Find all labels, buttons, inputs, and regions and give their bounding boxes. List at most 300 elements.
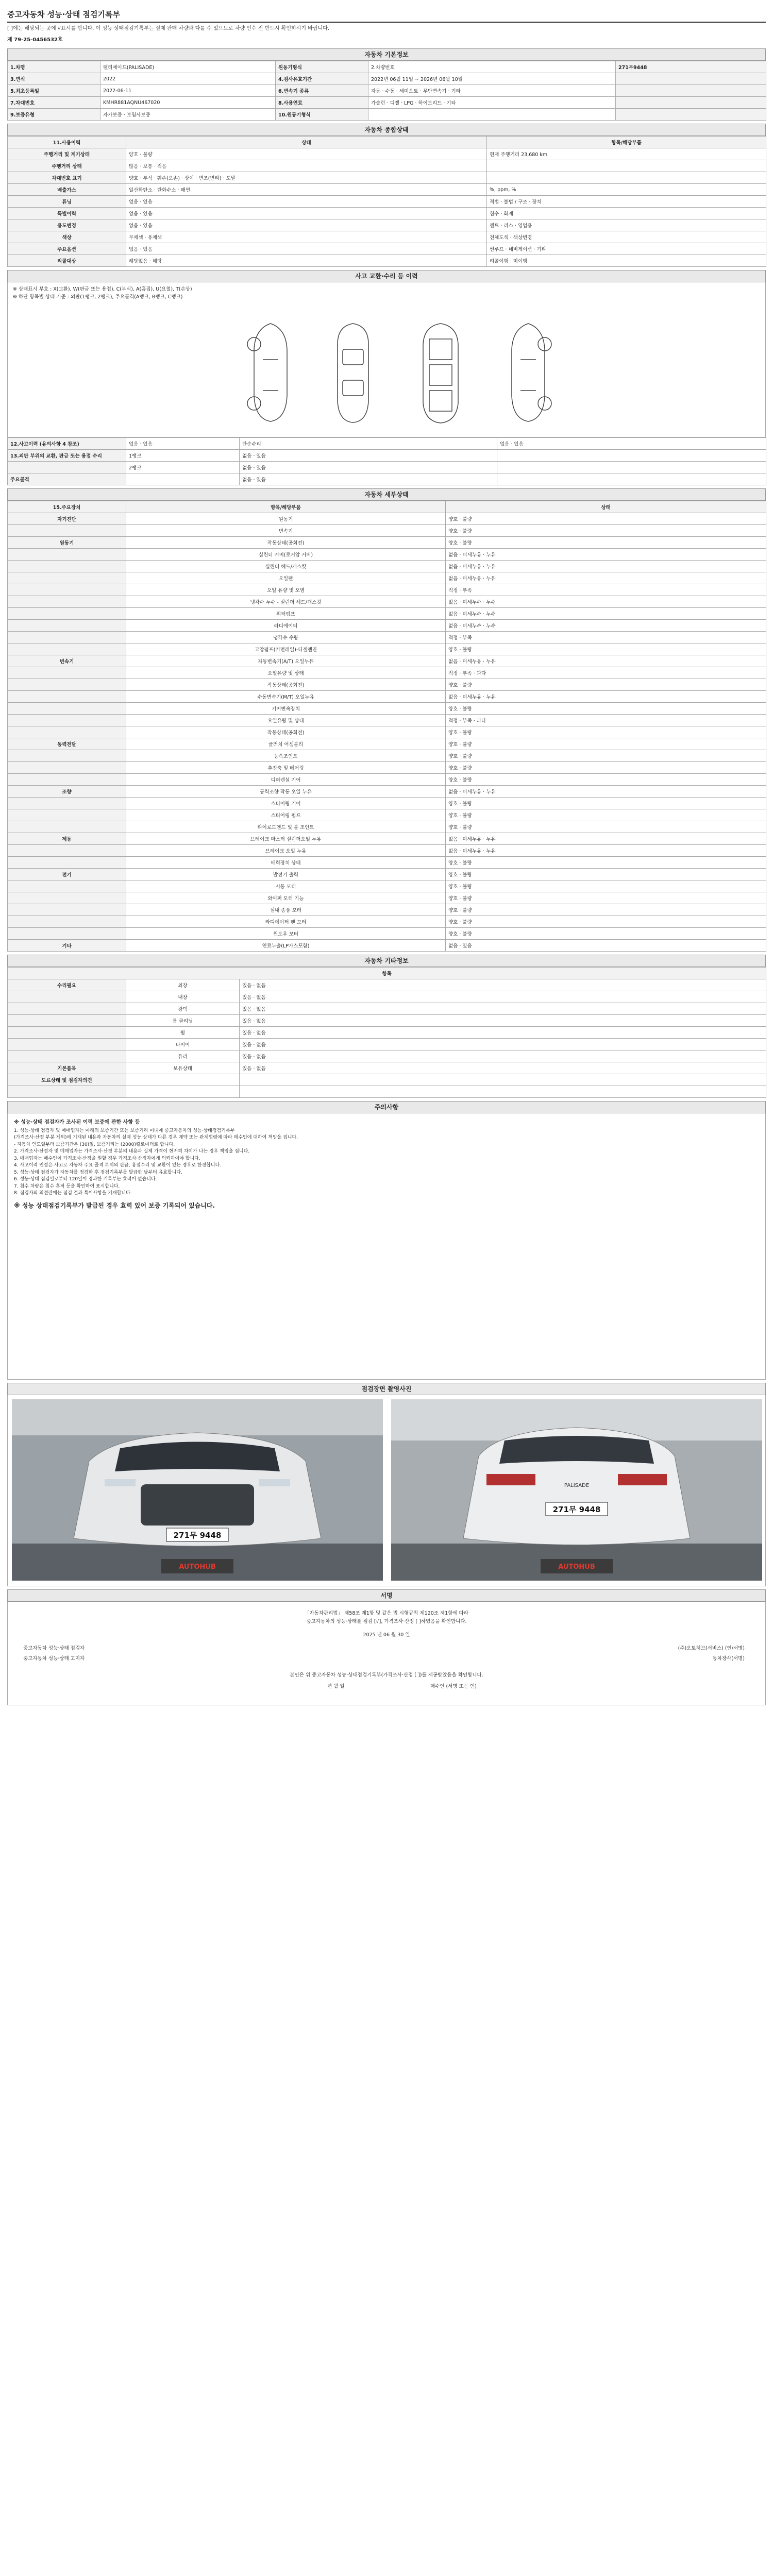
section-sign-title: 서명 bbox=[7, 1589, 766, 1602]
detail-cell: 타이로드엔드 및 볼 조인트 bbox=[126, 821, 446, 833]
detail-cell: 브레이크 마스터 실린더오일 누유 bbox=[126, 833, 446, 845]
detail-cell bbox=[8, 904, 126, 916]
overall-cell: 색상 bbox=[8, 231, 126, 243]
detail-cell: 라디에이터 팬 모터 bbox=[126, 916, 446, 928]
extra-header: 항목 bbox=[8, 968, 766, 979]
extra-cell bbox=[240, 1074, 766, 1086]
detail-cell: 라디에이터 bbox=[126, 620, 446, 632]
detail-row bbox=[8, 643, 766, 655]
accident-cell bbox=[497, 462, 766, 473]
overall-row bbox=[8, 196, 766, 208]
basic-row bbox=[8, 73, 766, 85]
detail-row bbox=[8, 726, 766, 738]
basic-row bbox=[8, 109, 766, 121]
extra-cell: 타이어 bbox=[126, 1039, 240, 1050]
overall-cell: 주행거리 상태 bbox=[8, 160, 126, 172]
detail-row bbox=[8, 774, 766, 786]
detail-row bbox=[8, 596, 766, 608]
basic-cell: 자가보증 · 보험사보증 bbox=[100, 109, 276, 121]
notice-text: [ ]에는 해당되는 곳에 √표시를 합니다. 이 성능·상태점검기록부는 실제 판매 차량과 다를 수 있으므로 차량 인수 전 반드시 확인하시기 바랍니다. bbox=[7, 26, 330, 31]
detail-cell: 스티어링 펌프 bbox=[126, 809, 446, 821]
extra-cell: 있음 · 없음 bbox=[240, 979, 766, 991]
extra-cell: 있음 · 없음 bbox=[240, 1050, 766, 1062]
basic-cell: 3.연식 bbox=[8, 73, 100, 85]
detail-cell: 기타 bbox=[8, 940, 126, 952]
section-detail-title: 자동차 세부상태 bbox=[7, 488, 766, 501]
detail-cell: 동력조향 작동 오일 누유 bbox=[126, 786, 446, 798]
overall-row bbox=[8, 208, 766, 219]
detail-cell bbox=[8, 798, 126, 809]
accident-cell: 주요골격 bbox=[8, 473, 126, 485]
detail-cell bbox=[8, 726, 126, 738]
damage-diagram bbox=[7, 282, 766, 437]
detail-cell: 없음 · 미세누유 · 누유 bbox=[446, 549, 766, 561]
detail-cell bbox=[8, 596, 126, 608]
basic-cell: 6.변속기 종류 bbox=[276, 85, 368, 97]
basic-cell: 자동 · 수동 · 세미오토 · 무단변속기 · 기타 bbox=[368, 85, 616, 97]
detail-cell bbox=[8, 715, 126, 726]
detail-row bbox=[8, 620, 766, 632]
inspection-document bbox=[7, 7, 766, 1705]
accident-cell: 1랭크 bbox=[126, 450, 240, 462]
extra-row bbox=[8, 1074, 766, 1086]
detail-cell: 클러치 어셈블리 bbox=[126, 738, 446, 750]
section-extra-title: 자동차 기타정보 bbox=[7, 955, 766, 967]
detail-row bbox=[8, 809, 766, 821]
extra-cell bbox=[8, 1086, 126, 1098]
detail-row bbox=[8, 880, 766, 892]
detail-cell: 오일 유량 및 오염 bbox=[126, 584, 446, 596]
detail-cell: 양호 · 불량 bbox=[446, 537, 766, 549]
basic-cell: 10.원동기형식 bbox=[276, 109, 368, 121]
notifier-name: 동차장사(서명) bbox=[712, 1656, 745, 1662]
detail-row bbox=[8, 513, 766, 525]
detail-cell: 양호 · 불량 bbox=[446, 762, 766, 774]
overall-row bbox=[8, 219, 766, 231]
accident-cell bbox=[497, 473, 766, 485]
detail-cell: 원동기 bbox=[8, 537, 126, 549]
detail-cell: 양호 · 불량 bbox=[446, 738, 766, 750]
detail-cell: 실린더 헤드/개스킷 bbox=[126, 561, 446, 572]
rear-photo bbox=[391, 1399, 762, 1581]
overall-cell: 주행거리 및 계기상태 bbox=[8, 148, 126, 160]
detail-cell: 없음 · 미세누유 · 누유 bbox=[446, 655, 766, 667]
overall-cell: 침수 · 화재 bbox=[487, 208, 766, 219]
detail-cell: 와이퍼 모터 기능 bbox=[126, 892, 446, 904]
detail-cell: 적정 · 부족 · 과다 bbox=[446, 715, 766, 726]
notes-line: 4. 사고이력 인정은 사고로 자동차 주요 골격 부위의 판금, 용접수리 및 교환이 있는 경우로 한정합니다. bbox=[14, 1163, 222, 1168]
detail-row bbox=[8, 525, 766, 537]
detail-cell bbox=[8, 750, 126, 762]
overall-cell: 해당없음 · 해당 bbox=[126, 255, 487, 267]
extra-cell: 광택 bbox=[126, 1003, 240, 1015]
overall-row bbox=[8, 243, 766, 255]
detail-cell bbox=[8, 691, 126, 703]
extra-row bbox=[8, 1003, 766, 1015]
detail-row bbox=[8, 584, 766, 596]
extra-cell: 휠 bbox=[126, 1027, 240, 1039]
extra-cell: 있음 · 없음 bbox=[240, 1027, 766, 1039]
overall-cell bbox=[487, 172, 766, 184]
detail-cell bbox=[8, 845, 126, 857]
sign-line-2: 중고자동차의 성능·상태를 점검 [√], 가격조사·산정 [ ]하였음을 확인합니다. bbox=[306, 1619, 467, 1624]
overall-cell: %, ppm, % bbox=[487, 184, 766, 196]
detail-cell: 양호 · 불량 bbox=[446, 703, 766, 715]
overall-cell: 썬루프 · 네비게이션 · 기타 bbox=[487, 243, 766, 255]
overall-row bbox=[8, 184, 766, 196]
detail-cell: 조향 bbox=[8, 786, 126, 798]
overall-cell bbox=[487, 160, 766, 172]
detail-cell: 적정 · 부족 bbox=[446, 632, 766, 643]
detail-cell: 배력장치 상태 bbox=[126, 857, 446, 869]
detail-cell bbox=[8, 525, 126, 537]
accident-cell: 없음 · 있음 bbox=[497, 438, 766, 450]
detail-cell: 양호 · 불량 bbox=[446, 809, 766, 821]
overall-cell: 차대번호 표기 bbox=[8, 172, 126, 184]
detail-cell bbox=[8, 561, 126, 572]
basic-row bbox=[8, 97, 766, 109]
detail-cell: 변속기 bbox=[126, 525, 446, 537]
notes-final: ※ 성능 상태점검기록부가 발급된 경우 효력 있어 보증 기록되어 있습니다. bbox=[14, 1201, 215, 1209]
detail-cell: 윈도우 모터 bbox=[126, 928, 446, 940]
detail-row bbox=[8, 928, 766, 940]
section-basic-title: 자동차 기본정보 bbox=[7, 48, 766, 61]
detail-cell: 오일유량 및 상태 bbox=[126, 667, 446, 679]
receipt-text: 본인은 위 중고자동차 성능·상태점검기록부(가격조사·산정 [ ])를 제공받았음을 확인합니다. bbox=[290, 1672, 483, 1678]
accident-row bbox=[8, 450, 766, 462]
overall-col-2: 상태 bbox=[126, 137, 487, 148]
notes-line: 3. 매매업자는 매수인이 가격조사·산정을 원할 경우 가격조사·산정자에게 의뢰하여야 합니다. bbox=[14, 1156, 200, 1161]
extra-row bbox=[8, 1062, 766, 1074]
section-overall-title: 자동차 종합상태 bbox=[7, 124, 766, 136]
overall-cell: 양호 · 불량 bbox=[126, 148, 487, 160]
detail-cell: 전기 bbox=[8, 869, 126, 880]
detail-cell bbox=[8, 774, 126, 786]
detail-cell: 발전기 출력 bbox=[126, 869, 446, 880]
overall-cell: 없음 · 있음 bbox=[126, 243, 487, 255]
detail-row bbox=[8, 655, 766, 667]
accident-table bbox=[7, 437, 766, 485]
extra-cell bbox=[8, 991, 126, 1003]
overall-cell: 리콜대상 bbox=[8, 255, 126, 267]
detail-col-2: 항목/해당부품 bbox=[126, 501, 446, 513]
detail-cell: 없음 · 미세누유 · 누유 bbox=[446, 572, 766, 584]
basic-cell: 8.사용연료 bbox=[276, 97, 368, 109]
extra-cell: 있음 · 없음 bbox=[240, 991, 766, 1003]
notes-line: - 자동차 인도일부터 보증기간은 (30)일, 보증거리는 (2000)킬로미터로 합니다. bbox=[14, 1142, 175, 1147]
overall-cell: 튜닝 bbox=[8, 196, 126, 208]
receipt-date: 년 월 일 bbox=[327, 1684, 345, 1689]
car-outline-diagram bbox=[234, 318, 564, 427]
detail-row bbox=[8, 845, 766, 857]
detail-cell: 없음 · 미세누수 · 누수 bbox=[446, 620, 766, 632]
extra-cell: 있음 · 없음 bbox=[240, 1062, 766, 1074]
notes-line: 1. 성능·상태 점검자 및 매매업자는 아래의 보증기간 또는 보증거리 이내에 중고자동차의 성능·상태점검기록부 bbox=[14, 1128, 235, 1133]
basic-cell: 팰리세이드(PALISADE) bbox=[100, 61, 276, 73]
overall-col-3: 항목/해당부품 bbox=[487, 137, 766, 148]
inspector-name: (주)오토허브(서비스) (인/서명) bbox=[678, 1646, 745, 1651]
detail-col-3: 상태 bbox=[446, 501, 766, 513]
document-number: 제 79-25-0456532호 bbox=[7, 37, 63, 43]
detail-cell: 스티어링 기어 bbox=[126, 798, 446, 809]
overall-cell: 용도변경 bbox=[8, 219, 126, 231]
extra-table bbox=[7, 967, 766, 1098]
detail-row bbox=[8, 572, 766, 584]
overall-col-1: 11.사용이력 bbox=[8, 137, 126, 148]
detail-row bbox=[8, 667, 766, 679]
basic-cell: 1.차명 bbox=[8, 61, 100, 73]
extra-cell: 내장 bbox=[126, 991, 240, 1003]
detail-cell: 고압펌프(커먼레일)-디젤엔진 bbox=[126, 643, 446, 655]
basic-row bbox=[8, 85, 766, 97]
legend-line-2: ※ 하단 항목별 상태 기준 : 외판(1랭크, 2랭크), 주요골격(A랭크, B랭크, C랭크) bbox=[13, 294, 183, 300]
detail-cell bbox=[8, 821, 126, 833]
basic-cell: KMHR881AQNU467020 bbox=[100, 97, 276, 109]
sign-date: 2025 년 06 월 30 일 bbox=[363, 1632, 410, 1638]
extra-cell bbox=[126, 1074, 240, 1086]
detail-row bbox=[8, 786, 766, 798]
detail-row bbox=[8, 940, 766, 952]
detail-cell: 브레이크 오일 누유 bbox=[126, 845, 446, 857]
detail-cell: 적정 · 부족 · 과다 bbox=[446, 667, 766, 679]
detail-cell: 작동상태(공회전) bbox=[126, 679, 446, 691]
detail-table bbox=[7, 501, 766, 952]
detail-cell bbox=[8, 572, 126, 584]
detail-cell: 없음 · 미세누수 · 누수 bbox=[446, 596, 766, 608]
extra-row bbox=[8, 1027, 766, 1039]
detail-cell: 양호 · 불량 bbox=[446, 892, 766, 904]
detail-cell bbox=[8, 679, 126, 691]
detail-row bbox=[8, 833, 766, 845]
extra-cell bbox=[8, 1050, 126, 1062]
notes-heading: ※ 성능·상태 점검자가 조사된 이력 보증에 관한 사항 등 bbox=[14, 1120, 140, 1125]
detail-cell bbox=[8, 892, 126, 904]
front-photo bbox=[12, 1399, 383, 1581]
accident-cell bbox=[497, 450, 766, 462]
detail-cell: 작동상태(공회전) bbox=[126, 537, 446, 549]
detail-cell bbox=[8, 703, 126, 715]
section-photos-title: 점검장면 촬영사진 bbox=[7, 1383, 766, 1395]
detail-cell: 제동 bbox=[8, 833, 126, 845]
detail-cell: 양호 · 불량 bbox=[446, 857, 766, 869]
accident-cell: 단순수리 bbox=[240, 438, 497, 450]
rear-badge-text: PALISADE bbox=[564, 1483, 590, 1488]
detail-cell: 없음 · 미세누유 · 누유 bbox=[446, 833, 766, 845]
notes-line: 2. 가격조사·산정자 및 매매업자는 가격조사·산정 부분의 내용과 실제 가격이 현저히 차이가 나는 경우 책임을 집니다. bbox=[14, 1149, 250, 1154]
detail-cell: 없음 · 미세누유 · 누유 bbox=[446, 691, 766, 703]
document-title: 중고자동차 성능·상태 점검기록부 bbox=[7, 7, 766, 23]
basic-cell bbox=[616, 97, 766, 109]
detail-cell: 자동변속기(A/T) 오일누유 bbox=[126, 655, 446, 667]
detail-cell: 없음 · 미세누수 · 누수 bbox=[446, 608, 766, 620]
accident-row bbox=[8, 473, 766, 485]
detail-row bbox=[8, 537, 766, 549]
basic-cell: 7.차대번호 bbox=[8, 97, 100, 109]
basic-cell: 9.보증유형 bbox=[8, 109, 100, 121]
accident-cell: 없음 · 있음 bbox=[240, 473, 497, 485]
overall-cell: 리콜이행 · 미이행 bbox=[487, 255, 766, 267]
detail-row bbox=[8, 608, 766, 620]
overall-cell: 많음 · 보통 · 적음 bbox=[126, 160, 487, 172]
notes-line: 7. 침수 차량은 침수 흔적 등을 확인하여 표시합니다. bbox=[14, 1183, 120, 1189]
extra-cell bbox=[8, 1015, 126, 1027]
extra-row bbox=[8, 991, 766, 1003]
detail-row bbox=[8, 750, 766, 762]
accident-row bbox=[8, 438, 766, 450]
detail-row bbox=[8, 738, 766, 750]
front-brand-text: AUTOHUB bbox=[179, 1563, 216, 1571]
detail-cell: 양호 · 불량 bbox=[446, 880, 766, 892]
detail-cell: 적정 · 부족 bbox=[446, 584, 766, 596]
extra-cell: 룸 클리닝 bbox=[126, 1015, 240, 1027]
front-plate-text: 271무 9448 bbox=[173, 1531, 222, 1540]
detail-cell: 시동 모터 bbox=[126, 880, 446, 892]
basic-cell: 2.차량번호 bbox=[368, 61, 616, 73]
detail-row bbox=[8, 549, 766, 561]
detail-cell bbox=[8, 857, 126, 869]
detail-cell bbox=[8, 632, 126, 643]
overall-cell: 없음 · 있음 bbox=[126, 196, 487, 208]
basic-cell: 5.최초등록일 bbox=[8, 85, 100, 97]
detail-row bbox=[8, 703, 766, 715]
overall-cell: 현재 주행거리 23,680 km bbox=[487, 148, 766, 160]
section-accident-title: 사고 교환·수리 등 이력 bbox=[7, 270, 766, 282]
detail-row bbox=[8, 798, 766, 809]
basic-row bbox=[8, 61, 766, 73]
extra-cell bbox=[8, 1039, 126, 1050]
basic-cell: 2022 bbox=[100, 73, 276, 85]
detail-row bbox=[8, 715, 766, 726]
detail-cell bbox=[8, 928, 126, 940]
accident-cell: 13.외판 부위의 교환, 판금 또는 용접 수리 bbox=[8, 450, 126, 462]
basic-cell: 4.검사유효기간 bbox=[276, 73, 368, 85]
notifier-label: 중고자동차 성능·상태 고지자 bbox=[23, 1656, 85, 1662]
detail-cell: 없음 · 미세누유 · 누유 bbox=[446, 845, 766, 857]
detail-cell bbox=[8, 608, 126, 620]
detail-row bbox=[8, 679, 766, 691]
overall-cell: 일산화탄소 · 탄화수소 · 매연 bbox=[126, 184, 487, 196]
buyer-sign: 매수인 (서명 또는 인) bbox=[430, 1684, 477, 1689]
overall-cell: 양호 · 부식 · 훼손(오손) · 상이 · 변조(변타) · 도말 bbox=[126, 172, 487, 184]
notes-line: 6. 성능·상태 점검일로부터 120일이 경과한 기록부는 효력이 없습니다. bbox=[14, 1177, 157, 1182]
detail-cell: 양호 · 불량 bbox=[446, 643, 766, 655]
detail-cell bbox=[8, 809, 126, 821]
overall-cell: 없음 · 있음 bbox=[126, 219, 487, 231]
detail-cell: 연료누출(LP가스포함) bbox=[126, 940, 446, 952]
detail-cell: 수동변속기(M/T) 오일누유 bbox=[126, 691, 446, 703]
detail-cell: 없음 · 미세누유 · 누유 bbox=[446, 561, 766, 572]
detail-cell: 양호 · 불량 bbox=[446, 679, 766, 691]
notes-block bbox=[7, 1113, 766, 1380]
detail-cell: 양호 · 불량 bbox=[446, 750, 766, 762]
detail-cell: 양호 · 불량 bbox=[446, 798, 766, 809]
overall-row bbox=[8, 160, 766, 172]
overall-cell: 특별이력 bbox=[8, 208, 126, 219]
detail-cell: 양호 · 불량 bbox=[446, 774, 766, 786]
detail-row bbox=[8, 892, 766, 904]
detail-cell: 기어변속장치 bbox=[126, 703, 446, 715]
rear-brand-text: AUTOHUB bbox=[558, 1563, 595, 1571]
basic-cell: 271무9448 bbox=[616, 61, 766, 73]
detail-cell: 양호 · 불량 bbox=[446, 821, 766, 833]
detail-cell: 없음 · 있음 bbox=[446, 940, 766, 952]
legend-line-1: ※ 상태표시 부호 : X(교환), W(판금 또는 용접), C(부식), A(흠집), U(요철), T(손상) bbox=[13, 286, 192, 292]
detail-cell: 동력전달 bbox=[8, 738, 126, 750]
overall-cell: 렌트 · 리스 · 영업용 bbox=[487, 219, 766, 231]
basic-cell: 가솔린 · 디젤 · LPG · 하이브리드 · 기타 bbox=[368, 97, 616, 109]
detail-row bbox=[8, 904, 766, 916]
accident-row bbox=[8, 462, 766, 473]
accident-cell: 없음 · 있음 bbox=[240, 462, 497, 473]
detail-cell: 원동기 bbox=[126, 513, 446, 525]
notes-line: 5. 성능·상태 점검자가 자동차를 점검한 후 점검기록부를 발급한 날부터 유효합니다. bbox=[14, 1170, 182, 1175]
extra-cell: 있음 · 없음 bbox=[240, 1003, 766, 1015]
extra-row bbox=[8, 1039, 766, 1050]
detail-cell bbox=[8, 916, 126, 928]
photos-block bbox=[7, 1395, 766, 1586]
overall-row bbox=[8, 148, 766, 160]
basic-cell bbox=[616, 73, 766, 85]
detail-cell: 자기진단 bbox=[8, 513, 126, 525]
detail-cell bbox=[8, 643, 126, 655]
detail-cell: 추진축 및 베어링 bbox=[126, 762, 446, 774]
notes-line: 8. 점검자의 의견란에는 점검 결과 특이사항을 기재합니다. bbox=[14, 1191, 132, 1196]
extra-cell bbox=[240, 1086, 766, 1098]
detail-cell: 작동상태(공회전) bbox=[126, 726, 446, 738]
detail-cell: 변속기 bbox=[8, 655, 126, 667]
extra-cell bbox=[8, 1027, 126, 1039]
accident-cell bbox=[8, 462, 126, 473]
detail-cell bbox=[8, 549, 126, 561]
section-notes-title: 주의사항 bbox=[7, 1101, 766, 1113]
sign-block bbox=[7, 1602, 766, 1705]
extra-row bbox=[8, 979, 766, 991]
extra-cell: 있음 · 없음 bbox=[240, 1015, 766, 1027]
basic-cell bbox=[616, 109, 766, 121]
detail-cell: 없음 · 미세누유 · 누유 bbox=[446, 786, 766, 798]
overall-cell: 없음 · 있음 bbox=[126, 208, 487, 219]
extra-cell: 수리필요 bbox=[8, 979, 126, 991]
extra-row bbox=[8, 1015, 766, 1027]
overall-row bbox=[8, 255, 766, 267]
detail-cell: 양호 · 불량 bbox=[446, 928, 766, 940]
detail-cell bbox=[8, 620, 126, 632]
detail-cell: 양호 · 불량 bbox=[446, 726, 766, 738]
extra-cell: 외장 bbox=[126, 979, 240, 991]
extra-cell: 도료상태 및 점검자의견 bbox=[8, 1074, 126, 1086]
detail-row bbox=[8, 916, 766, 928]
detail-cell bbox=[8, 584, 126, 596]
detail-cell: 디퍼렌셜 기어 bbox=[126, 774, 446, 786]
basic-cell: 2022-06-11 bbox=[100, 85, 276, 97]
detail-cell: 등속조인트 bbox=[126, 750, 446, 762]
extra-cell bbox=[8, 1003, 126, 1015]
overall-row bbox=[8, 172, 766, 184]
extra-cell: 보유상태 bbox=[126, 1062, 240, 1074]
detail-row bbox=[8, 632, 766, 643]
overall-table bbox=[7, 136, 766, 267]
detail-cell: 냉각수 누수 - 실린더 헤드/개스킷 bbox=[126, 596, 446, 608]
detail-cell: 오일팬 bbox=[126, 572, 446, 584]
accident-cell: 없음 · 있음 bbox=[240, 450, 497, 462]
sign-line-1: 「자동차관리법」 제58조 제1항 및 같은 법 시행규칙 제120조 제1항에 따라 bbox=[305, 1611, 468, 1616]
inspector-label: 중고자동차 성능·상태 점검자 bbox=[23, 1646, 85, 1651]
overall-row bbox=[8, 231, 766, 243]
overall-cell: 전체도색 · 색상변경 bbox=[487, 231, 766, 243]
detail-cell: 실린더 커버(로커암 커버) bbox=[126, 549, 446, 561]
extra-cell: 유리 bbox=[126, 1050, 240, 1062]
overall-cell: 무채색 · 유채색 bbox=[126, 231, 487, 243]
